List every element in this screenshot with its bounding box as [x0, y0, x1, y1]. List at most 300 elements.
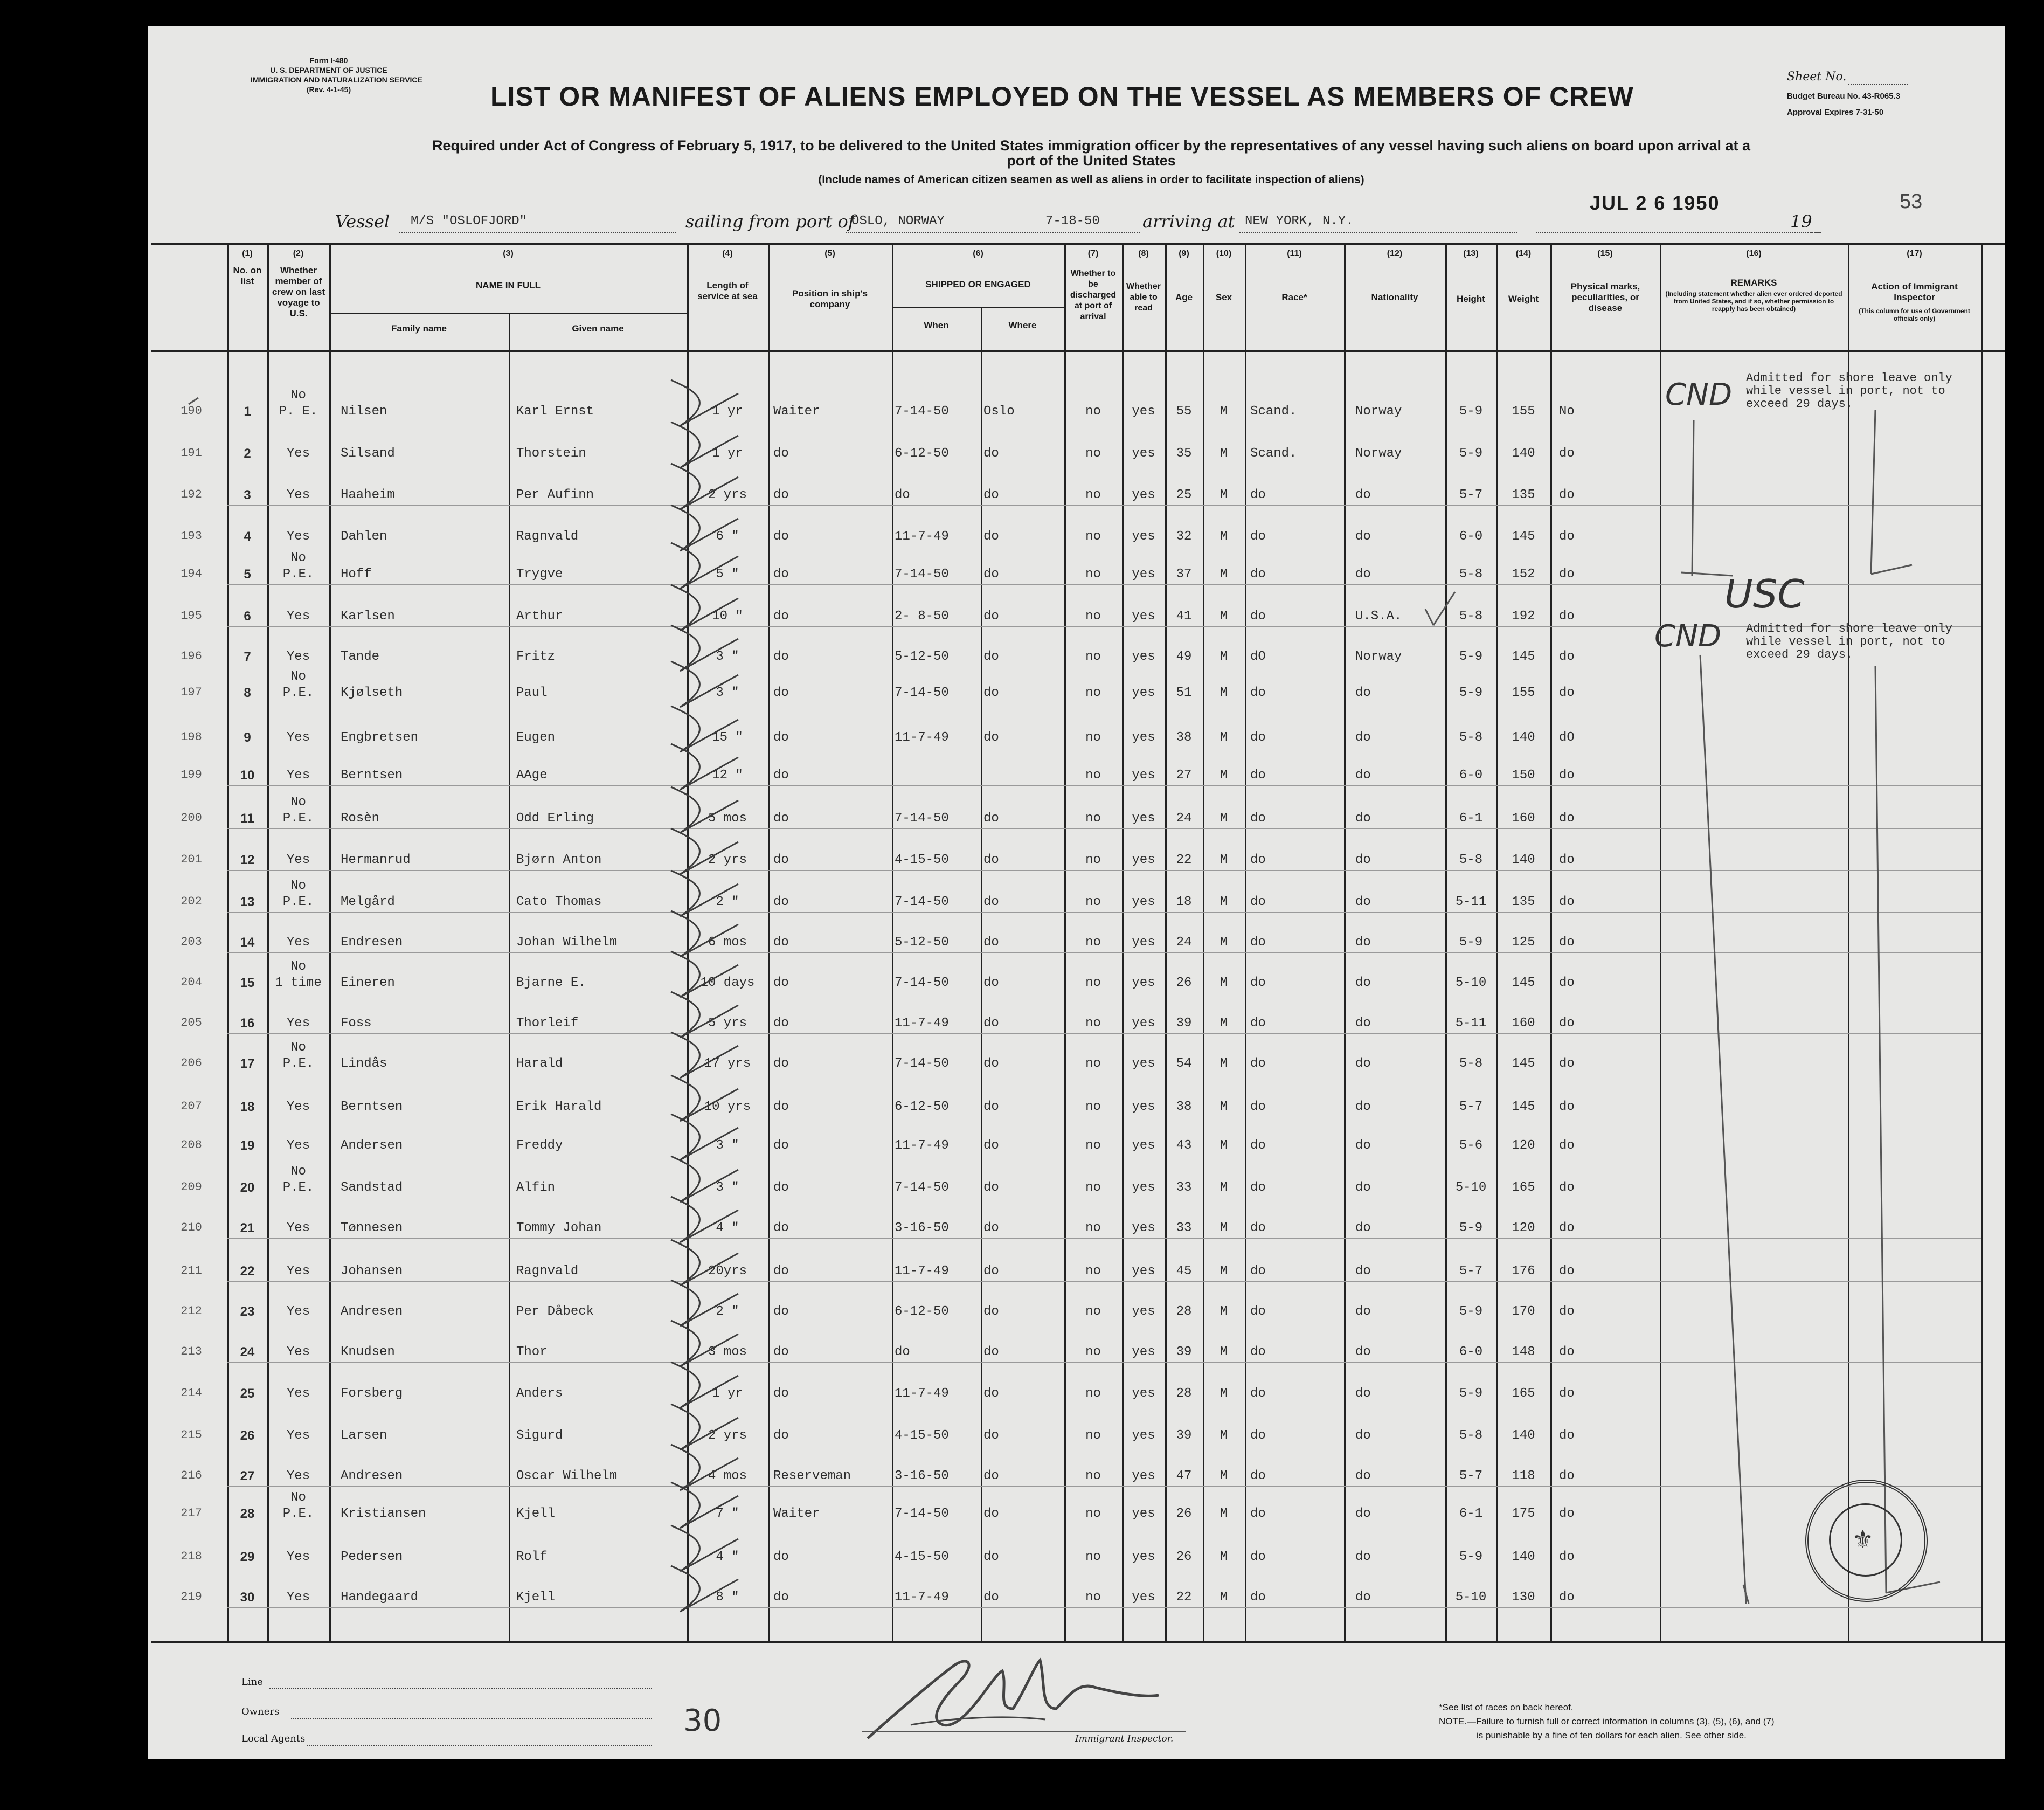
- row-ref-number: 194: [181, 567, 202, 581]
- row-able-to-read: yes: [1132, 976, 1155, 990]
- service-checkmark: [671, 1197, 738, 1242]
- row-nationality: do: [1355, 1386, 1371, 1401]
- row-physical-marks: do: [1559, 853, 1575, 867]
- row-shipped-where: do: [983, 1550, 999, 1564]
- row-weight: 152: [1512, 567, 1535, 582]
- row-race: do: [1250, 567, 1266, 582]
- row-ref-number: 204: [181, 976, 202, 989]
- row-height: 5-7: [1459, 488, 1483, 502]
- row-prev-voyage: Yes: [286, 1428, 310, 1443]
- service-checkmark: [671, 380, 738, 426]
- row-shipped-where: do: [983, 730, 999, 745]
- row-physical-marks: do: [1559, 1138, 1575, 1153]
- row-family-name: Berntsen: [341, 1100, 403, 1114]
- row-sex: M: [1220, 446, 1228, 461]
- row-discharged: no: [1085, 768, 1101, 783]
- row-weight: 165: [1512, 1386, 1535, 1401]
- row-sex: M: [1220, 567, 1228, 582]
- row-position: do: [773, 1180, 789, 1195]
- row-height: 5-8: [1459, 567, 1483, 582]
- row-position: do: [773, 730, 789, 745]
- row-prev-voyage: Yes: [286, 529, 310, 544]
- row-race: do: [1250, 1221, 1266, 1235]
- inspector-label: Immigrant Inspector.: [1075, 1733, 1174, 1744]
- service-checkmark: [671, 464, 738, 509]
- col-header-sex: Sex: [1215, 292, 1232, 302]
- row-weight: 165: [1512, 1180, 1535, 1195]
- row-age: 26: [1176, 1507, 1192, 1521]
- row-shipped-when: 11-7-49: [895, 1016, 949, 1031]
- row-shipped-when: 11-7-49: [895, 1264, 949, 1279]
- row-prev-voyage: Yes: [286, 1221, 310, 1235]
- row-height: 5-9: [1459, 1550, 1483, 1564]
- row-nationality: do: [1355, 567, 1371, 582]
- row-race: do: [1250, 1138, 1266, 1153]
- row-prev-voyage: Yes: [286, 1550, 310, 1564]
- approval-expiry: Approval Expires 7-31-50: [1787, 108, 1884, 117]
- row-sex: M: [1220, 1469, 1228, 1483]
- col-header-nationality: Nationality: [1371, 292, 1418, 302]
- row-age: 26: [1176, 976, 1192, 990]
- row-race: do: [1250, 1264, 1266, 1279]
- row-nationality: do: [1355, 1345, 1371, 1359]
- sailing-date: 7-18-50: [1045, 214, 1100, 229]
- footer-line-label: Line: [241, 1676, 263, 1688]
- row-shipped-where: do: [983, 1056, 999, 1071]
- row-weight: 140: [1512, 730, 1535, 745]
- row-able-to-read: yes: [1132, 1507, 1155, 1521]
- row-list-number: 1: [244, 404, 251, 419]
- row-age: 33: [1176, 1221, 1192, 1235]
- col-header-height: Height: [1457, 294, 1485, 304]
- row-ref-number: 195: [181, 609, 202, 623]
- row-height: 5-11: [1455, 1016, 1487, 1031]
- row-shipped-where: do: [983, 1304, 999, 1319]
- row-list-number: 30: [240, 1590, 255, 1605]
- row-nationality: do: [1355, 730, 1371, 745]
- vessel-name: M/S "OSLOFJORD": [411, 214, 528, 229]
- row-list-number: 16: [240, 1016, 255, 1031]
- row-sex: M: [1220, 1550, 1228, 1564]
- row-able-to-read: yes: [1132, 446, 1155, 461]
- col-header-read: Whether able to read: [1126, 282, 1161, 313]
- row-prev-voyage: 1 time: [275, 976, 322, 990]
- row-family-name: Rosèn: [341, 811, 380, 826]
- row-race: do: [1250, 686, 1266, 700]
- service-checkmark: [671, 1156, 738, 1202]
- row-height: 5-11: [1455, 895, 1487, 909]
- sheet-label: Sheet No.: [1787, 70, 1847, 84]
- row-shipped-where: do: [983, 446, 999, 461]
- row-list-number: 11: [240, 811, 254, 826]
- row-nationality: Norway: [1355, 446, 1402, 461]
- row-service-length: 6 mos: [708, 935, 747, 950]
- row-weight: 120: [1512, 1221, 1535, 1235]
- row-given-name: Rolf: [516, 1550, 548, 1564]
- row-shipped-where: do: [983, 811, 999, 826]
- row-sex: M: [1220, 1016, 1228, 1031]
- row-shipped-where: do: [983, 1016, 999, 1031]
- row-discharged: no: [1085, 730, 1101, 745]
- row-age: 24: [1176, 935, 1192, 950]
- row-race: do: [1250, 976, 1266, 990]
- row-position: do: [773, 853, 789, 867]
- col-num-14: (14): [1515, 249, 1532, 258]
- arriving-label: arriving at: [1142, 211, 1235, 232]
- subtitle-line2: port of the United States: [1007, 153, 1176, 169]
- row-sex: M: [1220, 1221, 1228, 1235]
- row-prev-voyage-note: No: [290, 1490, 306, 1505]
- col-num-8: (8): [1138, 249, 1149, 258]
- row-family-name: Berntsen: [341, 768, 403, 783]
- row-shipped-where: do: [983, 853, 999, 867]
- row-discharged: no: [1085, 1590, 1101, 1605]
- row-sex: M: [1220, 1264, 1228, 1279]
- row-age: 39: [1176, 1016, 1192, 1031]
- row-shipped-where: do: [983, 1100, 999, 1114]
- vessel-label: Vessel: [335, 211, 390, 232]
- col-header-shipped: SHIPPED OR ENGAGED: [925, 279, 1031, 289]
- row-shipped-where: do: [983, 1345, 999, 1359]
- col-header-action: Action of Immigrant Inspector: [1871, 281, 1958, 302]
- sailing-label: sailing from port of: [685, 211, 855, 232]
- row-given-name: Odd Erling: [516, 811, 594, 826]
- row-weight: 140: [1512, 1550, 1535, 1564]
- row-sex: M: [1220, 1056, 1228, 1071]
- row-service-length: 10 yrs: [704, 1100, 751, 1114]
- row-family-name: Forsberg: [341, 1386, 403, 1401]
- col-num-9: (9): [1179, 249, 1189, 258]
- row-age: 27: [1176, 768, 1192, 783]
- row-family-name: Hoff: [341, 567, 372, 582]
- row-prev-voyage-note: No: [290, 879, 306, 893]
- row-prev-voyage: Yes: [286, 650, 310, 664]
- row-able-to-read: yes: [1132, 404, 1155, 419]
- row-position: Waiter: [773, 404, 820, 419]
- row-discharged: no: [1085, 1221, 1101, 1235]
- row-physical-marks: do: [1559, 1016, 1575, 1031]
- row-prev-voyage: Yes: [286, 768, 310, 783]
- row-nationality: do: [1355, 895, 1371, 909]
- row-position: do: [773, 686, 789, 700]
- row-physical-marks: dO: [1559, 730, 1575, 745]
- row-shipped-when: 11-7-49: [895, 1386, 949, 1401]
- service-checkmark: [671, 1566, 738, 1612]
- row-shipped-when: 11-7-49: [895, 1590, 949, 1605]
- row-race: do: [1250, 1469, 1266, 1483]
- row-prev-voyage-note: No: [290, 551, 306, 565]
- row-prev-voyage: Yes: [286, 488, 310, 502]
- page-title: LIST OR MANIFEST OF ALIENS EMPLOYED ON THE VESSEL AS MEMBERS OF CREW: [490, 81, 1634, 112]
- row-sex: M: [1220, 1304, 1228, 1319]
- row-ref-number: 200: [181, 811, 202, 825]
- row-list-number: 17: [240, 1056, 255, 1071]
- row-height: 5-9: [1459, 1304, 1483, 1319]
- row-height: 5-7: [1459, 1264, 1483, 1279]
- row-prev-voyage-note: No: [290, 669, 306, 684]
- row-race: do: [1250, 1100, 1266, 1114]
- row-position: do: [773, 1345, 789, 1359]
- row-family-name: Tande: [341, 650, 380, 664]
- row-ref-number: 201: [181, 853, 202, 866]
- remarks-mark-cnd-2: CND: [1654, 619, 1722, 654]
- row-physical-marks: do: [1559, 1304, 1575, 1319]
- row-service-length: 1 yr: [712, 1386, 743, 1401]
- row-weight: 145: [1512, 650, 1535, 664]
- row-family-name: Kjølseth: [341, 686, 403, 700]
- row-nationality: do: [1355, 1304, 1371, 1319]
- row-nationality: do: [1355, 1590, 1371, 1605]
- row-prev-voyage-note: No: [290, 388, 306, 403]
- row-prev-voyage: Yes: [286, 935, 310, 950]
- row-given-name: Kjell: [516, 1507, 556, 1521]
- row-able-to-read: yes: [1132, 1100, 1155, 1114]
- row-able-to-read: yes: [1132, 567, 1155, 582]
- row-age: 38: [1176, 1100, 1192, 1114]
- row-nationality: do: [1355, 1016, 1371, 1031]
- row-sex: M: [1220, 853, 1228, 867]
- row-given-name: Erik Harald: [516, 1100, 602, 1114]
- row-prev-voyage: P.E.: [282, 686, 314, 700]
- arrival-port: NEW YORK, N.Y.: [1245, 214, 1354, 229]
- remarks-text-1: Admitted for shore leave only while vessel in port, not to exceed 29 days.: [1746, 371, 1952, 411]
- row-prev-voyage: Yes: [286, 1386, 310, 1401]
- row-service-length: 12 ": [712, 768, 743, 783]
- row-age: 28: [1176, 1386, 1192, 1401]
- row-service-length: 4 mos: [708, 1469, 747, 1483]
- row-able-to-read: yes: [1132, 811, 1155, 826]
- service-checkmark: [671, 505, 738, 551]
- row-nationality: do: [1355, 1138, 1371, 1153]
- row-ref-number: 208: [181, 1138, 202, 1152]
- row-service-length: 8 ": [716, 1590, 739, 1605]
- footer-owners-label: Owners: [241, 1706, 280, 1717]
- row-age: 22: [1176, 853, 1192, 867]
- row-discharged: no: [1085, 1386, 1101, 1401]
- row-shipped-where: do: [983, 567, 999, 582]
- row-position: do: [773, 609, 789, 624]
- row-position: do: [773, 935, 789, 950]
- row-shipped-when: 7-14-50: [895, 567, 949, 582]
- row-weight: 192: [1512, 609, 1535, 624]
- row-able-to-read: yes: [1132, 1550, 1155, 1564]
- row-ref-number: 197: [181, 686, 202, 699]
- row-ref-number: 202: [181, 895, 202, 908]
- row-shipped-where: do: [983, 895, 999, 909]
- row-sex: M: [1220, 811, 1228, 826]
- row-family-name: Knudsen: [341, 1345, 395, 1359]
- row-able-to-read: yes: [1132, 609, 1155, 624]
- row-ref-number: 209: [181, 1180, 202, 1194]
- service-checkmark: [671, 1362, 738, 1408]
- col-num-15: (15): [1597, 249, 1613, 258]
- col-header-physical: Physical marks, peculiarities, or disease: [1570, 281, 1640, 313]
- row-ref-number: 214: [181, 1386, 202, 1400]
- row-family-name: Melgård: [341, 895, 395, 909]
- row-height: 5-10: [1455, 1180, 1487, 1195]
- row-position: do: [773, 1100, 789, 1114]
- row-nationality: do: [1355, 1264, 1371, 1279]
- row-height: 6-1: [1459, 811, 1483, 826]
- remarks-mark-cnd: CND: [1665, 377, 1733, 412]
- row-physical-marks: do: [1559, 1264, 1575, 1279]
- row-given-name: Cato Thomas: [516, 895, 602, 909]
- row-position: do: [773, 446, 789, 461]
- row-race: do: [1250, 1056, 1266, 1071]
- row-weight: 145: [1512, 1056, 1535, 1071]
- row-shipped-where: do: [983, 935, 999, 950]
- row-prev-voyage: P.E.: [282, 811, 314, 826]
- service-checkmark: [671, 1445, 738, 1490]
- row-race: do: [1250, 1180, 1266, 1195]
- remarks-mark-usc: USC: [1724, 571, 1805, 617]
- row-age: 26: [1176, 1550, 1192, 1564]
- row-age: 28: [1176, 1304, 1192, 1319]
- row-list-number: 22: [240, 1264, 255, 1279]
- row-ref-number: 190: [181, 404, 202, 418]
- row-discharged: no: [1085, 686, 1101, 700]
- row-physical-marks: do: [1559, 609, 1575, 624]
- row-nationality: do: [1355, 1056, 1371, 1071]
- row-sex: M: [1220, 1100, 1228, 1114]
- row-discharged: no: [1085, 935, 1101, 950]
- col-header-no: No. on list: [233, 265, 262, 286]
- row-able-to-read: yes: [1132, 1264, 1155, 1279]
- row-age: 49: [1176, 650, 1192, 664]
- row-prev-voyage: Yes: [286, 1304, 310, 1319]
- row-discharged: no: [1085, 853, 1101, 867]
- row-prev-voyage: Yes: [286, 446, 310, 461]
- row-ref-number: 212: [181, 1304, 202, 1318]
- row-ref-number: 196: [181, 650, 202, 663]
- row-weight: 176: [1512, 1264, 1535, 1279]
- row-height: 5-9: [1459, 1386, 1483, 1401]
- row-able-to-read: yes: [1132, 895, 1155, 909]
- row-sex: M: [1220, 650, 1228, 664]
- row-discharged: no: [1085, 1345, 1101, 1359]
- row-sex: M: [1220, 895, 1228, 909]
- row-given-name: Sigurd: [516, 1428, 563, 1443]
- row-weight: 140: [1512, 1428, 1535, 1443]
- row-shipped-when: 3-16-50: [895, 1221, 949, 1235]
- service-checkmark: [671, 1075, 738, 1121]
- budget-number: Budget Bureau No. 43-R065.3: [1787, 92, 1901, 101]
- row-given-name: Arthur: [516, 609, 563, 624]
- row-weight: 155: [1512, 686, 1535, 700]
- row-service-length: 10 days: [700, 976, 755, 990]
- row-list-number: 9: [244, 730, 251, 745]
- row-discharged: no: [1085, 529, 1101, 544]
- row-race: do: [1250, 811, 1266, 826]
- row-age: 51: [1176, 686, 1192, 700]
- row-position: Waiter: [773, 1507, 820, 1521]
- col-num-3: (3): [503, 249, 514, 258]
- row-physical-marks: do: [1559, 1345, 1575, 1359]
- row-family-name: Andersen: [341, 1138, 403, 1153]
- row-sex: M: [1220, 1428, 1228, 1443]
- row-weight: 135: [1512, 488, 1535, 502]
- row-height: 6-0: [1459, 1345, 1483, 1359]
- row-given-name: Paul: [516, 686, 548, 700]
- row-given-name: Per Dåbeck: [516, 1304, 594, 1319]
- row-prev-voyage: P.E.: [282, 1180, 314, 1195]
- row-list-number: 29: [240, 1550, 255, 1564]
- department: U. S. DEPARTMENT OF JUSTICE: [270, 66, 387, 74]
- row-nationality: do: [1355, 1507, 1371, 1521]
- year-label: 19: [1790, 211, 1812, 232]
- row-service-length: 5 mos: [708, 811, 747, 826]
- row-shipped-where: do: [983, 488, 999, 502]
- row-position: do: [773, 976, 789, 990]
- row-shipped-where: do: [983, 529, 999, 544]
- row-race: do: [1250, 1428, 1266, 1443]
- row-prev-voyage: Yes: [286, 730, 310, 745]
- row-sex: M: [1220, 529, 1228, 544]
- row-discharged: no: [1085, 567, 1101, 582]
- row-nationality: do: [1355, 1550, 1371, 1564]
- row-height: 5-10: [1455, 976, 1487, 990]
- row-given-name: Per Aufinn: [516, 488, 594, 502]
- row-shipped-when: 6-12-50: [895, 446, 949, 461]
- row-race: do: [1250, 1590, 1266, 1605]
- row-weight: 145: [1512, 976, 1535, 990]
- col-header-remarks-note: (Including statement whether alien ever ordered deported from United States, and if so, whether permission to reapply has been obtained): [1665, 290, 1842, 313]
- row-weight: 135: [1512, 895, 1535, 909]
- row-ref-number: 216: [181, 1469, 202, 1482]
- row-age: 18: [1176, 895, 1192, 909]
- footnote-penalty-2: is punishable by a fine of ten dollars for each alien. See other side.: [1477, 1730, 1747, 1740]
- row-family-name: Nilsen: [341, 404, 387, 419]
- row-discharged: no: [1085, 1264, 1101, 1279]
- row-physical-marks: do: [1559, 446, 1575, 461]
- row-shipped-when: 11-7-49: [895, 730, 949, 745]
- row-family-name: Handegaard: [341, 1590, 419, 1605]
- row-shipped-when: 7-14-50: [895, 895, 949, 909]
- row-ref-number: 218: [181, 1550, 202, 1563]
- row-service-length: 1 yr: [712, 404, 743, 419]
- revision: (Rev. 4-1-45): [306, 85, 351, 94]
- row-prev-voyage: P.E.: [282, 1507, 314, 1521]
- row-age: 25: [1176, 488, 1192, 502]
- row-service-length: 1 yr: [712, 446, 743, 461]
- row-sex: M: [1220, 935, 1228, 950]
- service-checkmark: [671, 911, 738, 957]
- row-list-number: 26: [240, 1428, 255, 1443]
- row-ref-number: 211: [181, 1264, 202, 1277]
- row-shipped-where: do: [983, 650, 999, 664]
- row-family-name: Silsand: [341, 446, 395, 461]
- row-weight: 175: [1512, 1507, 1535, 1521]
- footer-agents-label: Local Agents: [241, 1733, 306, 1744]
- row-able-to-read: yes: [1132, 1138, 1155, 1153]
- service-checkmark: [671, 1240, 738, 1286]
- row-family-name: Kristiansen: [341, 1507, 426, 1521]
- row-family-name: Foss: [341, 1016, 372, 1031]
- col-header-when: When: [924, 320, 949, 330]
- row-ref-number: 191: [181, 446, 202, 460]
- row-service-length: 2 yrs: [708, 488, 747, 502]
- row-discharged: no: [1085, 1056, 1101, 1071]
- row-sex: M: [1220, 1386, 1228, 1401]
- row-age: 54: [1176, 1056, 1192, 1071]
- row-physical-marks: do: [1559, 1590, 1575, 1605]
- row-physical-marks: do: [1559, 1056, 1575, 1071]
- row-ref-number: 210: [181, 1221, 202, 1234]
- row-able-to-read: yes: [1132, 1056, 1155, 1071]
- row-ref-number: 205: [181, 1016, 202, 1030]
- row-height: 5-8: [1459, 730, 1483, 745]
- row-given-name: Kjell: [516, 1590, 556, 1605]
